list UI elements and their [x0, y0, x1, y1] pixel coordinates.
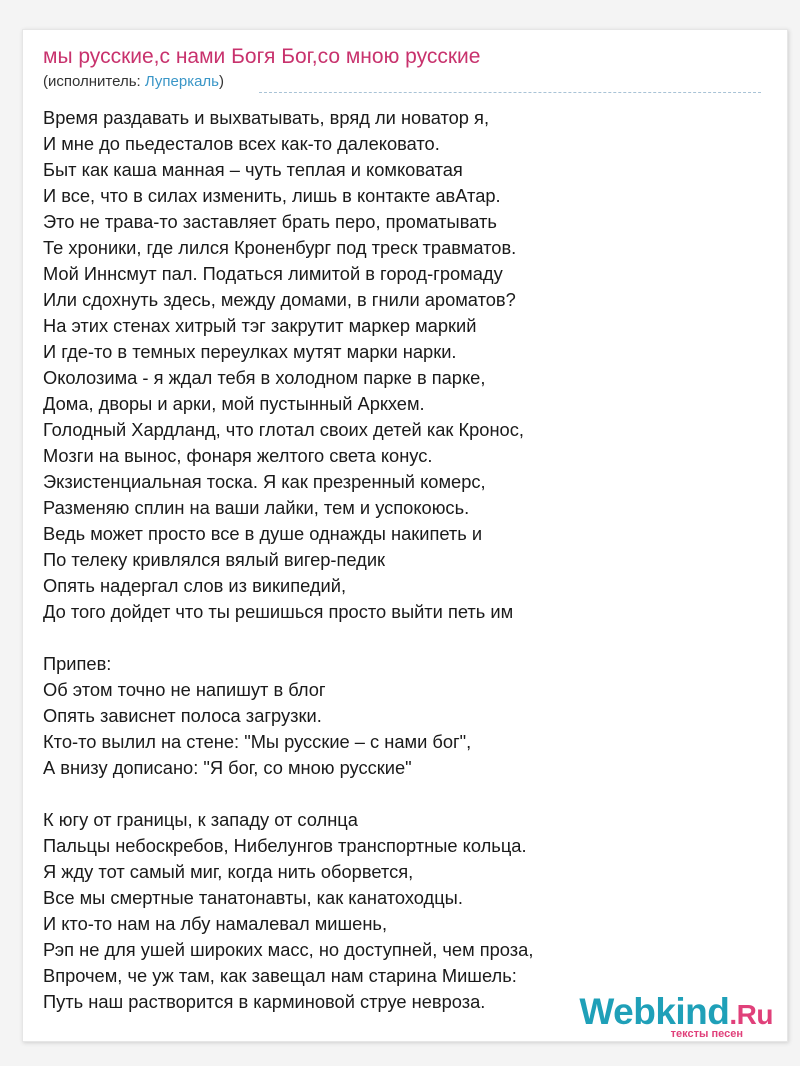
lyric-line: Впрочем, че уж там, как завещал нам старина Мишель: — [43, 965, 517, 986]
lyric-line: Околозима - я ждал тебя в холодном парке в парке, — [43, 367, 486, 388]
lyric-line: К югу от границы, к западу от солнца — [43, 809, 358, 830]
song-title: мы русские,с нами Богя Бог,со мною русские — [43, 45, 481, 68]
verse-1 — [43, 105, 533, 625]
artist-suffix: ) — [219, 73, 224, 90]
lyric-line: До того дойдет что ты решишься просто выйти петь им — [43, 601, 514, 622]
stanza-gap — [43, 781, 533, 807]
lyric-line: И кто-то нам на лбу намалевал мишень, — [43, 913, 388, 934]
lyric-line: Экзистенциальная тоска. Я как презренный комерс, — [43, 471, 486, 492]
lyric-line: Все мы смертные танатонавты, как канатоходцы. — [43, 887, 463, 908]
logo-wordmark — [579, 993, 773, 1030]
lyric-line: А внизу дописано: "Я бог, со мною русские" — [43, 757, 412, 778]
chorus — [43, 651, 533, 781]
lyric-line: Опять надергал слов из википедий, — [43, 575, 347, 596]
lyrics-text — [43, 105, 533, 1015]
logo-suffix-text: .Ru — [729, 999, 773, 1030]
lyric-line: Я жду тот самый миг, когда нить оборвется, — [43, 861, 414, 882]
logo-tagline: тексты песен — [670, 1028, 743, 1040]
lyric-line: Опять зависнет полоса загрузки. — [43, 705, 322, 726]
lyric-line: Рэп не для ушей широких масс, но доступней, чем проза, — [43, 939, 534, 960]
lyric-line: Или сдохнуть здесь, между домами, в гнили ароматов? — [43, 289, 516, 310]
lyric-line: И мне до пьедесталов всех как-то далековато. — [43, 133, 440, 154]
lyric-line: Ведь может просто все в душе однажды накипеть и — [43, 523, 483, 544]
lyric-line: Припев: — [43, 653, 112, 674]
verse-2 — [43, 807, 533, 1015]
lyric-line: На этих стенах хитрый тэг закрутит маркер маркий — [43, 315, 477, 336]
lyric-line: Разменяю сплин на ваши лайки, тем и успокоюсь. — [43, 497, 470, 518]
site-logo[interactable] — [579, 993, 773, 1040]
lyric-line: Пальцы небоскребов, Нибелунгов транспортные кольца. — [43, 835, 527, 856]
lyric-line: И где-то в темных переулках мутят марки нарки. — [43, 341, 457, 362]
lyric-line: Кто-то вылил на стене: "Мы русские – с нами бог", — [43, 731, 472, 752]
lyric-line: Быт как каша манная – чуть теплая и комковатая — [43, 159, 463, 180]
artist-prefix: (исполнитель: — [43, 73, 145, 90]
lyric-line: Дома, дворы и арки, мой пустынный Аркхем. — [43, 393, 425, 414]
lyric-line: Об этом точно не напишут в блог — [43, 679, 326, 700]
lyric-line: Мой Иннсмут пал. Податься лимитой в город-громаду — [43, 263, 503, 284]
lyric-line: Путь наш растворится в карминовой струе невроза. — [43, 991, 486, 1012]
logo-main-text: Webkind — [579, 991, 730, 1032]
stanza-gap — [43, 625, 533, 651]
lyric-line: Время раздавать и выхватывать, вряд ли новатор я, — [43, 107, 490, 128]
title-divider — [259, 92, 761, 93]
lyrics-card — [22, 29, 788, 1042]
lyric-line: Это не трава-то заставляет брать перо, проматывать — [43, 211, 497, 232]
artist-line — [43, 72, 224, 92]
lyric-line: Голодный Хардланд, что глотал своих детей как Кронос, — [43, 419, 524, 440]
lyric-line: И все, что в силах изменить, лишь в контакте авАтар. — [43, 185, 501, 206]
lyric-line: Те хроники, где лился Кроненбург под треск травматов. — [43, 237, 517, 258]
artist-link[interactable]: Луперкаль — [144, 73, 219, 90]
lyric-line: Мозги на вынос, фонаря желтого света конус. — [43, 445, 433, 466]
lyric-line: По телеку кривлялся вялый вигер-педик — [43, 549, 386, 570]
